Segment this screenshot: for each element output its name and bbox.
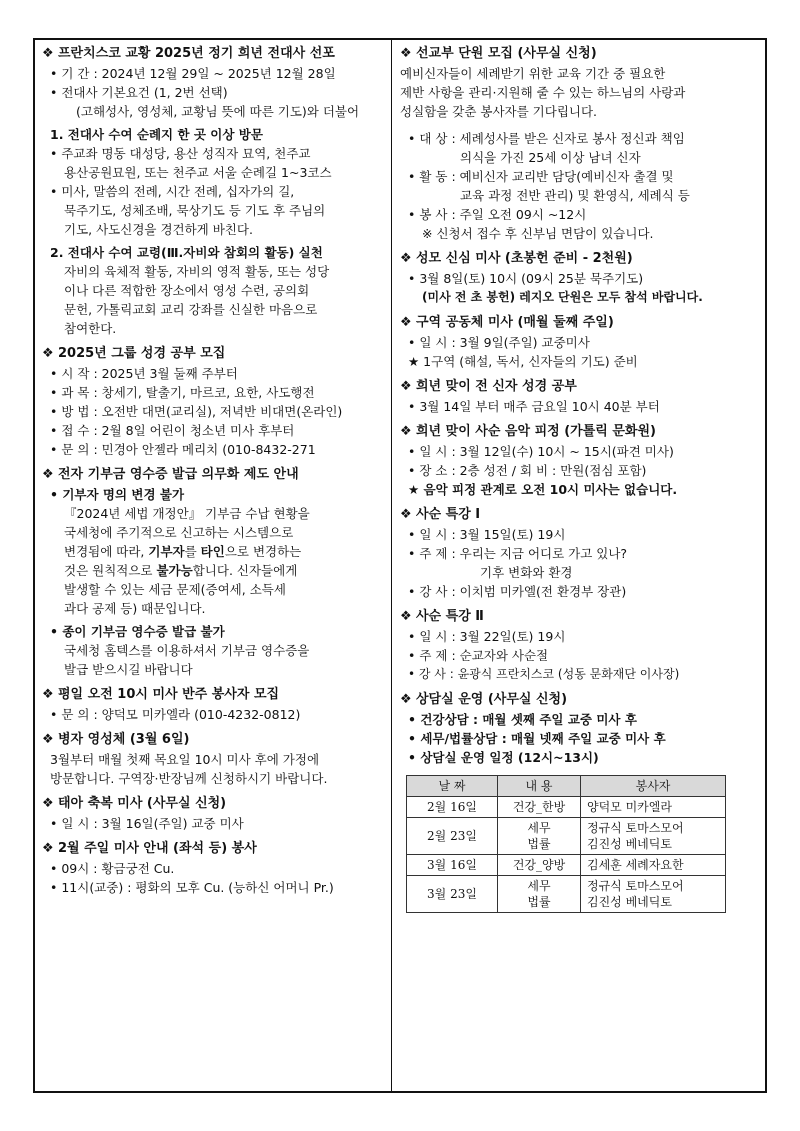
text-line: 자비의 육체적 활동, 자비의 영적 활동, 또는 성당 xyxy=(64,264,330,279)
content-cell: 건강_한방 xyxy=(498,797,581,818)
text-line: • 강 사 : 이치범 미카엘(전 환경부 장관) xyxy=(408,584,627,599)
right-column xyxy=(400,40,758,919)
table-row xyxy=(407,855,726,876)
staff-cell: 정규식 토마스모어 김진성 베네딕토 xyxy=(581,818,726,855)
section-heading: ❖ 태아 축복 미사 (사무실 신청) xyxy=(42,794,384,814)
section-heading: ❖ 2월 주일 미사 안내 (좌석 등) 봉사 xyxy=(42,839,384,859)
diamond-flower-icon: ❖ xyxy=(42,346,54,361)
diamond-flower-icon: ❖ xyxy=(400,692,412,707)
text-line: • 문 의 : 민경아 안젤라 메리치 (010-8432-271 xyxy=(50,442,316,457)
subheading: 1. 전대사 수여 순례지 한 곳 이상 방문 xyxy=(50,127,263,142)
date-cell: 2월 23일 xyxy=(407,818,498,855)
section-heading: ❖ 전자 기부금 영수증 발급 의무화 제도 안내 xyxy=(42,465,384,485)
diamond-flower-icon: ❖ xyxy=(400,379,412,394)
jubilee-section xyxy=(42,44,384,338)
text-line: • 주 제 : 우리는 지금 어디로 가고 있나? xyxy=(408,546,628,561)
table-header-row xyxy=(407,776,726,797)
text-line: 발급 받으시길 바랍니다 xyxy=(64,662,193,677)
text-line: 묵주기도, 성체조배, 묵상기도 등 기도 후 주님의 xyxy=(64,203,326,218)
text-line: 문헌, 가톨릭교회 교리 강좌를 신실한 마음으로 xyxy=(64,302,318,317)
text-line: 제반 사항을 관리·지원해 줄 수 있는 하느님의 사랑과 xyxy=(400,85,686,100)
left-column xyxy=(42,40,384,903)
text-line: 의식을 가진 25세 이상 남녀 신자 xyxy=(460,150,641,165)
text-line: 것은 원칙적으로 불가능합니다. 신자들에게 xyxy=(64,563,298,578)
date-cell: 2월 16일 xyxy=(407,797,498,818)
text-line: • 일 시 : 3월 15일(토) 19시 xyxy=(408,527,566,542)
text-line: • 전대사 기본요건 (1, 2번 선택) xyxy=(50,85,228,100)
receipt-section xyxy=(42,465,384,679)
text-line: • 장 소 : 2층 성전 / 회 비 : 만원(점심 포함) xyxy=(408,463,647,478)
section-heading: ❖ 구역 공동체 미사 (매월 둘째 주일) xyxy=(400,313,758,333)
counseling-section xyxy=(400,690,758,913)
text-line: ※ 신청서 접수 후 신부님 면담이 있습니다. xyxy=(422,226,654,241)
section-heading: ❖ 사순 특강 Ⅰ xyxy=(400,505,758,525)
text-line: 변경됨에 따라, 기부자를 타인으로 변경하는 xyxy=(64,544,302,559)
text-line: • 강 사 : 윤광식 프란치스코 (성동 문화재단 이사장) xyxy=(408,667,680,681)
section-heading: ❖ 2025년 그룹 성경 공부 모집 xyxy=(42,344,384,364)
content-cell: 세무 법률 xyxy=(498,818,581,855)
text-line: 참여한다. xyxy=(64,321,117,336)
text-line: • 과 목 : 창세기, 탈출기, 마르코, 요한, 사도행전 xyxy=(50,385,315,400)
text-line: 3월부터 매월 첫째 목요일 10시 미사 후에 가정에 xyxy=(50,752,320,767)
section-heading: ❖ 병자 영성체 (3월 6일) xyxy=(42,730,384,750)
diamond-flower-icon: ❖ xyxy=(42,46,54,61)
column-header: 날 짜 xyxy=(407,776,498,797)
mass-guide-section xyxy=(42,839,384,897)
section-heading: ❖ 평일 오전 10시 미사 반주 봉사자 모집 xyxy=(42,685,384,705)
column-header: 봉사자 xyxy=(581,776,726,797)
text-line: • 11시(교중) : 평화의 모후 Cu. (능하신 어머니 Pr.) xyxy=(50,880,334,895)
text-line: 국세청 홈텍스를 이용하셔서 기부금 영수증을 xyxy=(64,643,310,658)
diamond-flower-icon: ❖ xyxy=(42,732,54,747)
text-line: • 대 상 : 세례성사를 받은 신자로 봉사 정신과 책임 xyxy=(408,131,685,146)
mission-section xyxy=(400,44,758,243)
text-line: 기후 변화와 환경 xyxy=(480,565,573,580)
text-line: • 일 시 : 3월 12일(수) 10시 ~ 15시(파견 미사) xyxy=(408,444,674,459)
bible-study-section xyxy=(42,344,384,459)
text-line: • 활 동 : 예비신자 교리반 담당(예비신자 출결 및 xyxy=(408,169,674,184)
text-line: • 봉 사 : 주일 오전 09시 ~12시 xyxy=(408,207,587,222)
text-line: • 문 의 : 양덕모 미카엘라 (010-4232-0812) xyxy=(50,707,301,722)
text-line: 성실함을 갖춘 봉사자를 기다립니다. xyxy=(400,104,598,119)
section-heading: ❖ 상담실 운영 (사무실 신청) xyxy=(400,690,758,710)
text-line: • 09시 : 황금궁전 Cu. xyxy=(50,861,175,876)
diamond-flower-icon: ❖ xyxy=(42,841,54,856)
diamond-flower-icon: ❖ xyxy=(42,796,54,811)
staff-cell: 정규식 토마스모어 김진성 베네딕토 xyxy=(581,876,726,913)
diamond-flower-icon: ❖ xyxy=(400,424,412,439)
text-line: • 건강상담 : 매월 셋째 주일 교중 미사 후 xyxy=(408,712,637,727)
table-row xyxy=(407,797,726,818)
column-divider xyxy=(391,38,392,1093)
text-line: 과다 공제 등) 때문입니다. xyxy=(64,601,206,616)
marian-mass-section xyxy=(400,249,758,307)
text-line: 교육 과정 전반 관리) 및 환영식, 세례식 등 xyxy=(460,188,690,203)
diamond-flower-icon: ❖ xyxy=(400,251,412,266)
subheading: 2. 전대사 수여 교령(Ⅲ.자비와 참회의 활동) 실천 xyxy=(50,245,323,260)
section-heading: ❖ 선교부 단원 모집 (사무실 신청) xyxy=(400,44,758,64)
diamond-flower-icon: ❖ xyxy=(400,609,412,624)
text-line: • 미사, 말씀의 전례, 시간 전례, 십자가의 길, xyxy=(50,184,295,199)
text-line: 용산공원묘원, 또는 천주교 서울 순례길 1~3코스 xyxy=(64,165,332,180)
text-line: • 방 법 : 오전반 대면(교리실), 저녁반 비대면(온라인) xyxy=(50,404,343,419)
fetus-blessing-section xyxy=(42,794,384,833)
section-heading: ❖ 희년 맞이 전 신자 성경 공부 xyxy=(400,377,758,397)
counseling-schedule-table xyxy=(406,775,726,913)
diamond-flower-icon: ❖ xyxy=(400,507,412,522)
lent-lecture-2-section xyxy=(400,607,758,684)
section-heading: ❖ 프란치스코 교황 2025년 정기 희년 전대사 선포 xyxy=(42,44,384,64)
text-line: ★ 1구역 (해설, 독서, 신자들의 기도) 준비 xyxy=(408,354,638,369)
text-line: • 주교좌 명동 대성당, 용산 성직자 묘역, 천주교 xyxy=(50,146,311,161)
text-line: • 세무/법률상담 : 매월 넷째 주일 교중 미사 후 xyxy=(408,731,666,746)
text-line: • 시 작 : 2025년 3월 둘째 주부터 xyxy=(50,366,238,381)
sick-communion-section xyxy=(42,730,384,788)
diamond-flower-icon: ❖ xyxy=(42,687,54,702)
text-line: • 주 제 : 순교자와 사순절 xyxy=(408,648,549,663)
text-line: • 3월 8일(토) 10시 (09시 25분 묵주기도) xyxy=(408,271,644,286)
staff-cell: 김세훈 세례자요한 xyxy=(581,855,726,876)
text-line: 방문합니다. 구역장·반장님께 신청하시기 바랍니다. xyxy=(50,771,328,786)
section-heading: ❖ 성모 신심 미사 (초봉헌 준비 - 2천원) xyxy=(400,249,758,269)
staff-cell: 양덕모 미카엘라 xyxy=(581,797,726,818)
table-row xyxy=(407,818,726,855)
section-heading: ❖ 희년 맞이 사순 음악 피정 (가톨릭 문화원) xyxy=(400,422,758,442)
content-cell: 건강_양방 xyxy=(498,855,581,876)
diamond-flower-icon: ❖ xyxy=(400,315,412,330)
text-line: 이나 다른 적합한 장소에서 영성 수련, 공의회 xyxy=(64,283,310,298)
diamond-flower-icon: ❖ xyxy=(42,467,54,482)
date-cell: 3월 23일 xyxy=(407,876,498,913)
content-cell: 세무 법률 xyxy=(498,876,581,913)
text-line: (고해성사, 영성체, 교황님 뜻에 따른 기도)와 더불어 xyxy=(76,104,360,119)
subheading: • 기부자 명의 변경 불가 xyxy=(50,487,185,502)
text-line: • 3월 14일 부터 매주 금요일 10시 40분 부터 xyxy=(408,399,660,414)
subheading: • 종이 기부금 영수증 발급 불가 xyxy=(50,624,225,639)
lent-lecture-1-section xyxy=(400,505,758,601)
text-line: 국세청에 주기적으로 신고하는 시스템으로 xyxy=(64,525,294,540)
text-line: • 일 시 : 3월 22일(토) 19시 xyxy=(408,629,566,644)
section-heading: ❖ 사순 특강 Ⅱ xyxy=(400,607,758,627)
text-line: ★ 음악 피정 관계로 오전 10시 미사는 없습니다. xyxy=(408,482,678,497)
accompanist-section xyxy=(42,685,384,724)
text-line: (미사 전 초 봉헌) 레지오 단원은 모두 참석 바랍니다. xyxy=(422,290,703,304)
jubilee-bible-section xyxy=(400,377,758,416)
community-mass-section xyxy=(400,313,758,371)
table-row xyxy=(407,876,726,913)
text-line: • 일 시 : 3월 9일(주일) 교중미사 xyxy=(408,335,590,350)
text-line: 기도, 사도신경을 경건하게 바친다. xyxy=(64,222,253,237)
text-line: 『2024년 세법 개정안』 기부금 수납 현황을 xyxy=(64,506,310,521)
column-header: 내 용 xyxy=(498,776,581,797)
text-line: • 기 간 : 2024년 12월 29일 ~ 2025년 12월 28일 xyxy=(50,66,336,81)
text-line: • 상담실 운영 일정 (12시~13시) xyxy=(408,750,599,765)
text-line: 예비신자들이 세례받기 위한 교육 기간 중 필요한 xyxy=(400,66,666,81)
music-retreat-section xyxy=(400,422,758,499)
text-line: • 일 시 : 3월 16일(주일) 교중 미사 xyxy=(50,816,244,831)
diamond-flower-icon: ❖ xyxy=(400,46,412,61)
text-line: 발생할 수 있는 세금 문제(증여세, 소득세 xyxy=(64,582,286,597)
date-cell: 3월 16일 xyxy=(407,855,498,876)
text-line: • 접 수 : 2월 8일 어린이 청소년 미사 후부터 xyxy=(50,423,295,438)
